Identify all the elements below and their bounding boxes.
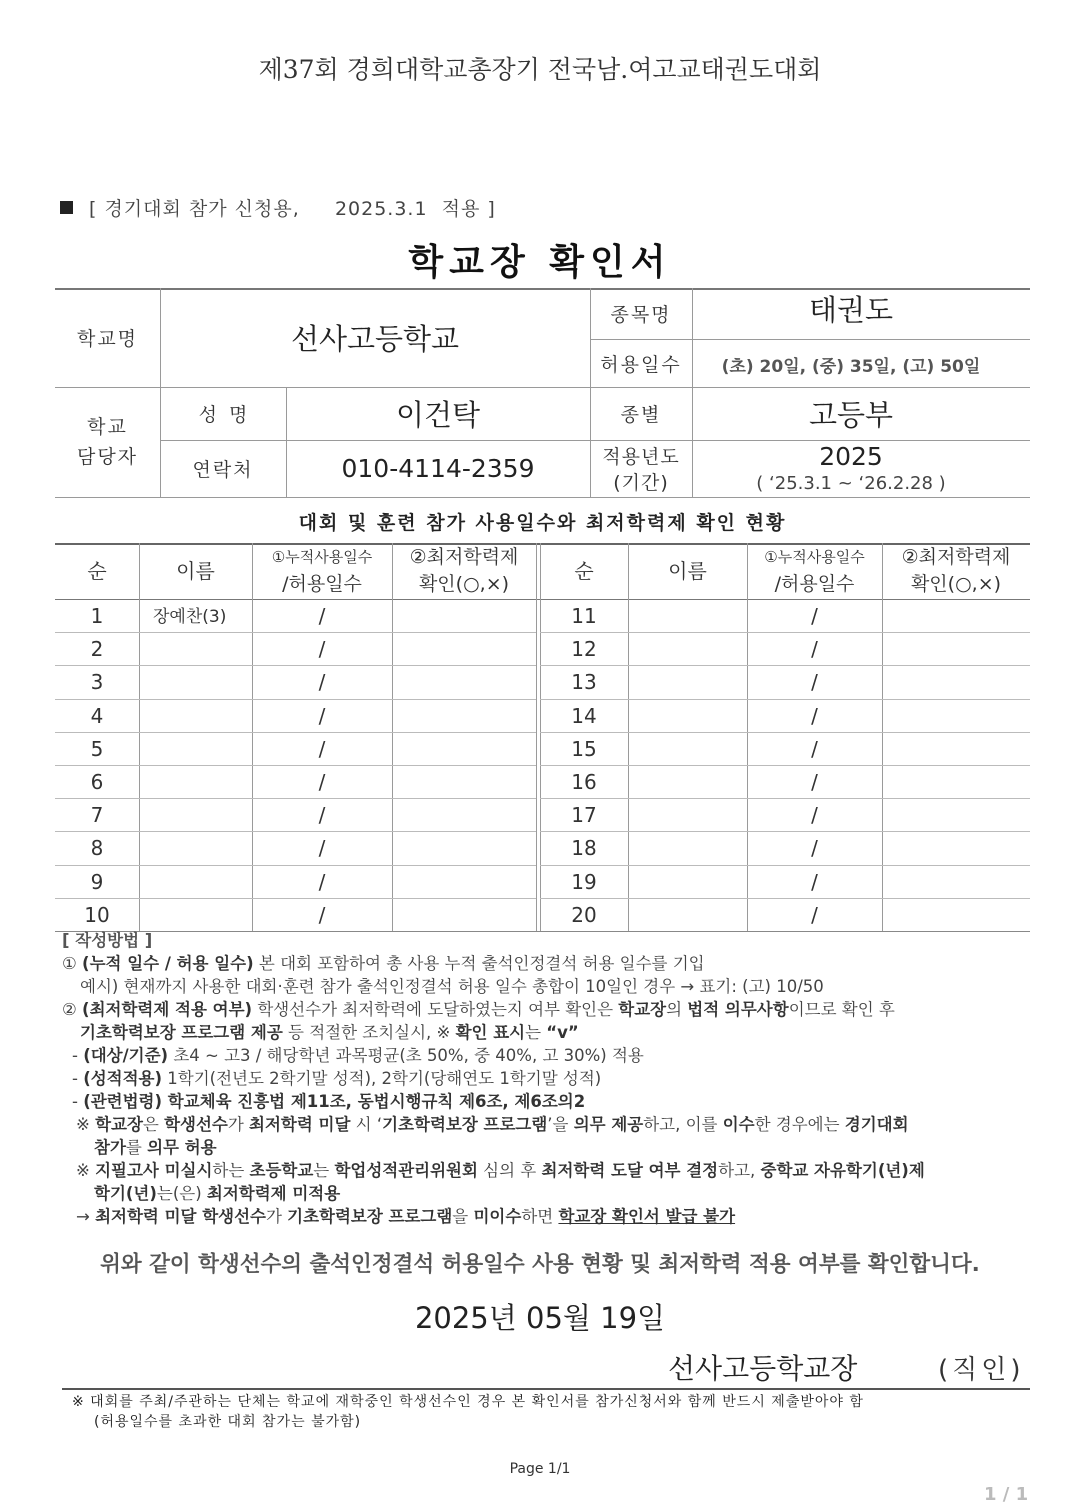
cell-no: 5 [90, 736, 104, 761]
apply-period: ( ‘25.3.1 ~ ‘26.2.28 ) [756, 472, 946, 494]
cell-no: 8 [90, 836, 104, 861]
cell-days: / [811, 836, 818, 861]
writing-instructions [62, 929, 1042, 1228]
manager-label-1: 학교 [87, 415, 128, 438]
cell-name [628, 633, 747, 665]
header-days-line1: ①누적사용일수 [764, 548, 865, 566]
cell-min [392, 666, 536, 698]
header-days-line1: ①누적사용일수 [271, 548, 373, 566]
page-counter: 1 / 1 [984, 1484, 1029, 1502]
manager-name: 이건탁 [395, 398, 481, 432]
note-law: - (관련법령) 학교체육 진흥법 제11조, 동법시행규칙 제6조, 제6조의2 [72, 1092, 586, 1111]
footnote [72, 1392, 1032, 1432]
note-elementary-cont: 학기(년)는(은) 최저학력제 미적용 [94, 1184, 341, 1203]
cell-name: 장예찬(3) [153, 607, 227, 627]
cell-min [882, 899, 1030, 931]
cell-name [628, 600, 747, 632]
note-grade: - (성적적용) 1학기(전년도 2학기말 성적), 2학기(당해연도 1학기말 성적) [72, 1069, 602, 1088]
year-label-1: 적용년도 [602, 445, 680, 468]
cell-min [392, 899, 536, 931]
header-min-line1: ②최저학력제 [409, 546, 519, 568]
cell-min [392, 832, 536, 864]
cell-days: / [318, 670, 326, 695]
header-min-line2: 확인(○,×) [910, 573, 1002, 595]
cell-days: / [811, 604, 818, 629]
cell-name [628, 766, 747, 798]
cell-min [882, 600, 1030, 632]
manager-label-2: 담당자 [76, 445, 139, 468]
cell-days: / [811, 770, 818, 795]
cell-days: / [318, 836, 326, 861]
header-no-right: 순 [574, 558, 594, 583]
cell-min [882, 733, 1030, 765]
footnote-line-1: ※ 대회를 주최/주관하는 단체는 학교에 재학중인 학생선수인 경우 본 확인서를 참가신청서와 함께 반드시 제출받아야 함 [72, 1394, 864, 1410]
cell-name [139, 766, 252, 798]
cell-name [139, 866, 252, 898]
category-label: 종별 [620, 404, 662, 426]
cell-min [882, 866, 1030, 898]
cell-days: / [811, 803, 818, 828]
cell-no: 3 [90, 670, 104, 695]
apply-year: 2025 [819, 441, 883, 471]
header-days-line2: /허용일수 [282, 573, 362, 595]
cell-no: 20 [571, 902, 597, 927]
page-label: Page 1/1 [509, 1461, 571, 1477]
note-target: - (대상/기준) 초4 ~ 고3 / 해당학년 과목평균(초 50%, 중 40%, 고 30%) 적용 [72, 1046, 644, 1065]
cell-no: 17 [571, 803, 597, 828]
cell-name [139, 733, 252, 765]
cell-name [628, 799, 747, 831]
cell-min [392, 733, 536, 765]
header-days-line2: /허용일수 [774, 573, 855, 595]
cell-no: 7 [90, 803, 104, 828]
cell-days: / [318, 869, 326, 894]
note-no-certificate: → 최저학력 미달 학생선수가 기초학력보장 프로그램을 미이수하면 학교장 확인서 발급 불가 [76, 1207, 736, 1226]
cell-no: 15 [571, 736, 597, 761]
cell-days: / [811, 703, 818, 728]
year-label-2: (기간) [613, 471, 669, 494]
cell-no: 1 [90, 604, 104, 629]
cell-name [139, 633, 252, 665]
cell-min [882, 766, 1030, 798]
contact-label: 연락처 [192, 459, 254, 481]
cell-min [882, 666, 1030, 698]
header-min-line2: 확인(○,×) [418, 573, 510, 595]
name-label: 성 명 [198, 404, 248, 426]
header-days-right [747, 543, 882, 599]
principal-name: 선사고등학교장 [668, 1352, 858, 1385]
school-name: 선사고등학교 [290, 322, 460, 356]
cell-name [628, 666, 747, 698]
cell-name [628, 899, 747, 931]
cell-min [882, 633, 1030, 665]
cell-no: 14 [571, 703, 597, 728]
cell-min [882, 832, 1030, 864]
note-principal-duty-cont: 참가를 의무 허용 [94, 1138, 217, 1157]
cell-days: / [811, 736, 818, 761]
note-elementary: ※ 지필고사 미실시하는 초등학교는 학업성적관리위원회 심의 후 최저학력 도달 여부 결정하고, 중학교 자유학기(년)제 [76, 1161, 925, 1180]
cell-no: 2 [90, 637, 104, 662]
header-min-left [392, 543, 536, 599]
allowed-days: (초) 20일, (중) 35일, (고) 50일 [721, 357, 981, 377]
sport-label: 종목명 [610, 304, 672, 326]
cell-no: 9 [90, 869, 104, 894]
cell-days: / [318, 703, 326, 728]
cell-days: / [811, 902, 818, 927]
category: 고등부 [808, 398, 894, 432]
cell-days: / [318, 902, 326, 927]
header-name-right: 이름 [668, 558, 707, 583]
cell-days: / [811, 869, 818, 894]
note-2: ② (최저학력제 적용 여부) 학생선수가 최저학력에 도달하였는지 여부 확인은 학교장의 법적 의무사항이므로 확인 후 [62, 1000, 895, 1019]
cell-min [392, 766, 536, 798]
cell-no: 13 [571, 670, 597, 695]
header-name-left: 이름 [176, 558, 215, 583]
cell-name [139, 899, 252, 931]
cell-no: 6 [90, 770, 104, 795]
footnote-divider [62, 1388, 1030, 1390]
form-note-text: [ 경기대회 참가 신청용, 2025.3.1 적용 ] [89, 198, 496, 220]
note-2-cont: 기초학력보장 프로그램 제공 등 적절한 조치실시, ※ 확인 표시는 “v” [80, 1023, 579, 1042]
header-min-right [882, 543, 1030, 599]
notes-heading: [ 작성방법 ] [62, 931, 153, 950]
confirmation-statement: 위와 같이 학생선수의 출석인정결석 허용일수 사용 현황 및 최저학력 적용 여부를 확인합니다. [100, 1252, 980, 1277]
form-note [60, 194, 496, 221]
cell-no: 10 [84, 902, 110, 927]
cell-name [139, 666, 252, 698]
cell-name [628, 700, 747, 732]
note-1-example: 예시) 현재까지 사용한 대회·훈련 참가 출석인정결석 허용 일수 총합이 10일인 경우 → 표기: (고) 10/50 [80, 977, 824, 996]
cell-name [139, 832, 252, 864]
school-name-label: 학교명 [76, 328, 139, 350]
cell-days: / [811, 637, 818, 662]
cell-no: 11 [571, 604, 597, 629]
cell-min [882, 700, 1030, 732]
cell-days: / [318, 770, 326, 795]
cell-days: / [318, 736, 326, 761]
cell-name [628, 832, 747, 864]
cell-no: 4 [90, 703, 104, 728]
contact-number: 010-4114-2359 [341, 454, 535, 483]
cell-min [392, 799, 536, 831]
event-title: 제37회 경희대학교총장기 전국남.여고교태권도대회 [258, 55, 822, 84]
allowed-days-label: 허용일수 [600, 353, 682, 376]
cell-min [882, 799, 1030, 831]
cell-days: / [318, 604, 326, 629]
cell-min [392, 633, 536, 665]
cell-name [628, 866, 747, 898]
footnote-line-2: (허용일수를 초과한 대회 참가는 불가함) [94, 1414, 362, 1430]
header-days-left [252, 543, 392, 599]
document-title: 학교장 확인서 [408, 242, 672, 283]
issue-date: 2025년 05월 19일 [414, 1301, 666, 1335]
cell-name [139, 700, 252, 732]
cell-days: / [811, 670, 818, 695]
cell-no: 16 [571, 770, 597, 795]
cell-days: / [318, 803, 326, 828]
cell-no: 19 [571, 869, 597, 894]
cell-min [392, 600, 536, 632]
cell-min [392, 700, 536, 732]
cell-days: / [318, 637, 326, 662]
cell-no: 12 [571, 637, 597, 662]
cell-name [139, 799, 252, 831]
note-1: ① (누적 일수 / 허용 일수) 본 대회 포함하여 총 사용 누적 출석인정결석 허용 일수를 기입 [62, 954, 705, 973]
cell-min [392, 866, 536, 898]
seal-label: (직인) [938, 1355, 1025, 1385]
header-no-left: 순 [87, 558, 107, 583]
cell-no: 18 [571, 836, 597, 861]
cell-name [628, 733, 747, 765]
sport: 태권도 [808, 292, 894, 327]
status-section-title: 대회 및 훈련 참가 사용일수와 최저학력제 확인 현황 [298, 511, 787, 534]
note-principal-duty: ※ 학교장은 학생선수가 최저학력 미달 시 ‘기초학력보장 프로그램’을 의무 제공하고, 이를 이수한 경우에는 경기대회 [76, 1115, 909, 1134]
header-min-line1: ②최저학력제 [901, 546, 1011, 568]
square-bullet-icon [60, 201, 73, 214]
